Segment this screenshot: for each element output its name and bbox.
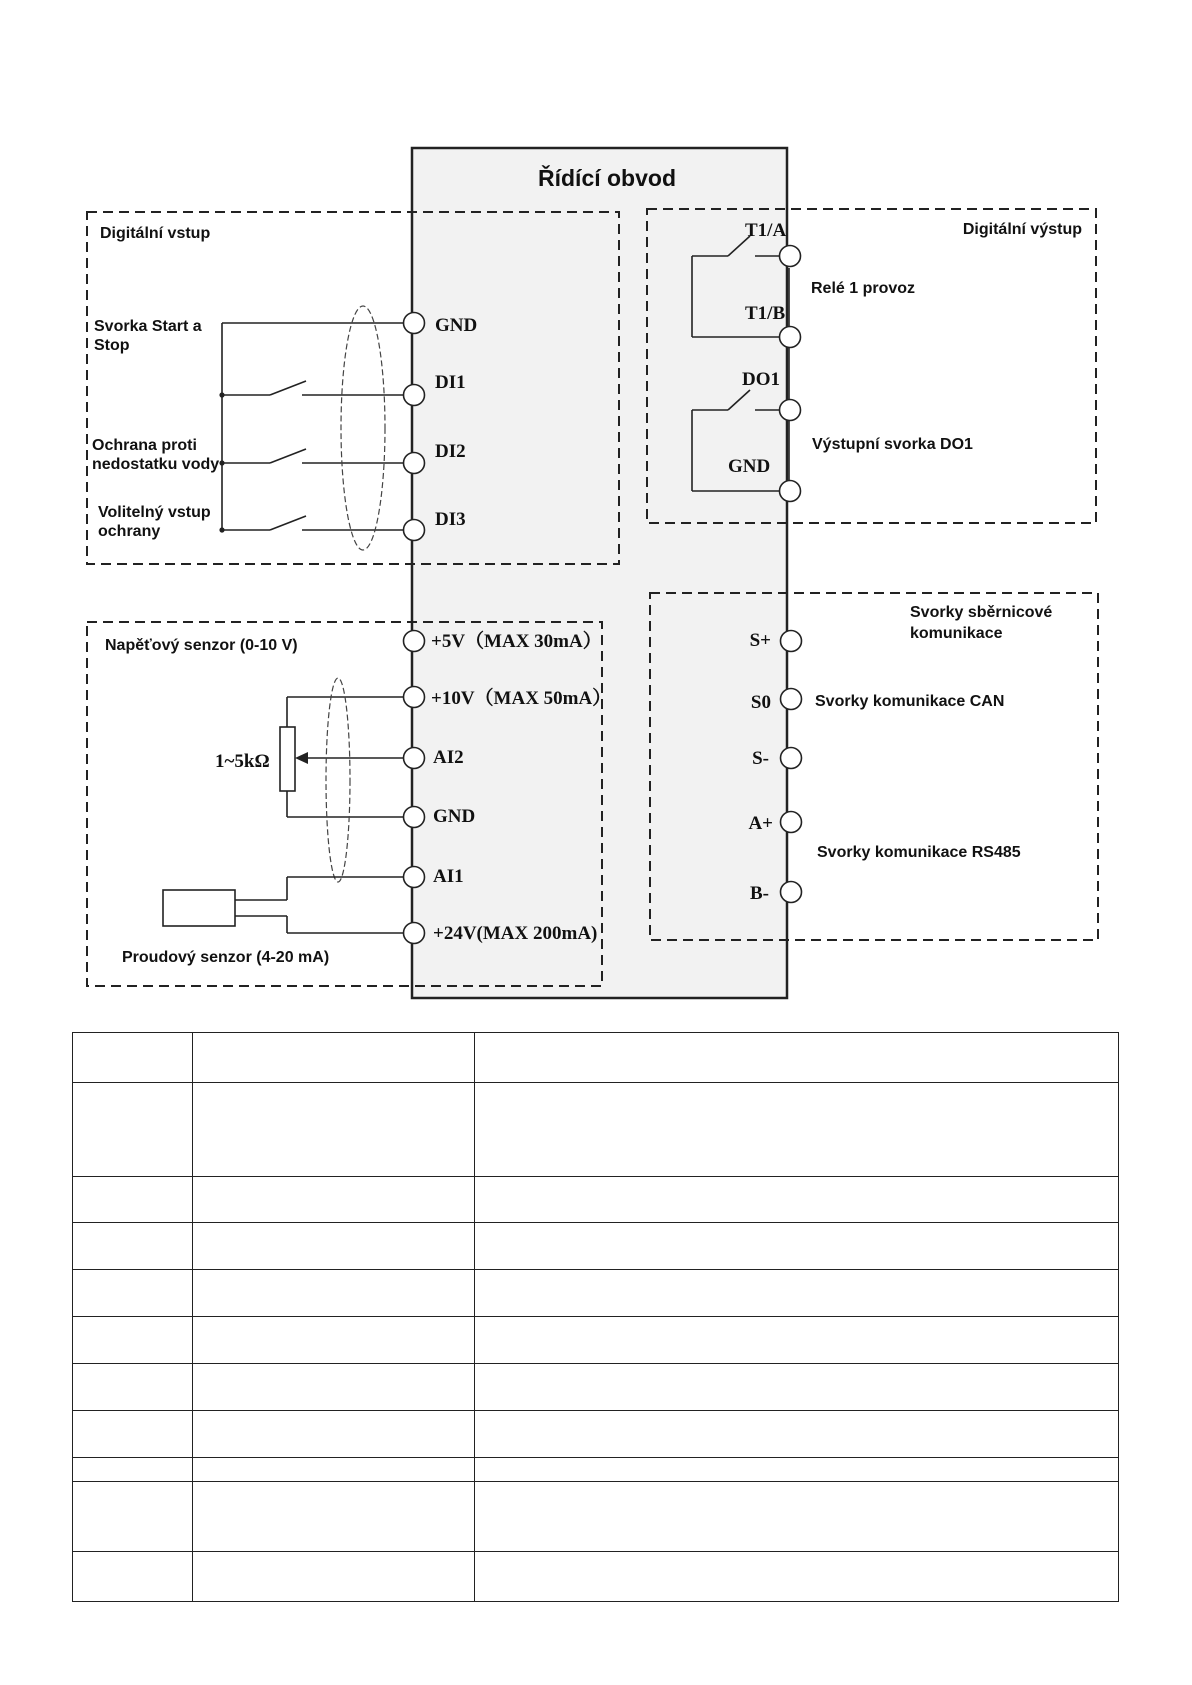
label-a-plus: A+: [748, 813, 773, 834]
terminal-s-plus: [781, 631, 802, 652]
table-row: [73, 1317, 1119, 1364]
diagram-title: Řídící obvod: [538, 165, 676, 191]
control-board: [412, 148, 787, 998]
table-row: [73, 1177, 1119, 1223]
potentiometer: [280, 727, 295, 791]
current-sensor-title: Proudový senzor (4-20 mA): [122, 949, 330, 966]
optional-protection-label-2: ochrany: [98, 523, 161, 540]
voltage-sensor-title: Napěťový senzor (0-10 V): [105, 637, 298, 654]
rs485-label: Svorky komunikace RS485: [817, 844, 1021, 861]
label-s-plus: S+: [749, 630, 771, 651]
label-do1: DO1: [742, 369, 780, 390]
optional-protection-label-1: Volitelný vstup: [98, 504, 211, 521]
table-row: [73, 1458, 1119, 1482]
table-row: [73, 1552, 1119, 1602]
label-24v: +24V(MAX 200mA): [433, 923, 598, 944]
terminal-b-minus: [781, 882, 802, 903]
label-b-minus: B-: [750, 883, 769, 904]
terminal-s0: [781, 689, 802, 710]
label-5v: +5V（MAX 30mA）: [431, 631, 602, 652]
terminal-ai2: [404, 748, 425, 769]
label-gnd-do: GND: [728, 456, 771, 477]
terminal-di2: [404, 453, 425, 474]
terminal-di1: [404, 385, 425, 406]
label-di2: DI2: [435, 441, 466, 462]
water-protection-label-1: Ochrana proti: [92, 437, 197, 454]
relay-label: Relé 1 provoz: [811, 280, 916, 297]
current-sensor: [163, 890, 235, 926]
digital-output-title: Digitální výstup: [962, 221, 1082, 238]
terminal-t1b: [780, 327, 801, 348]
bus-title-line1: Svorky sběrnicové: [910, 604, 1053, 621]
table-row: [73, 1482, 1119, 1552]
terminal-ai1: [404, 867, 425, 888]
can-label: Svorky komunikace CAN: [815, 693, 1005, 710]
digital-input-title: Digitální vstup: [100, 225, 211, 242]
terminal-do1: [780, 400, 801, 421]
resistor-label: 1~5kΩ: [215, 751, 270, 772]
terminal-24v: [404, 923, 425, 944]
table-row: [73, 1411, 1119, 1458]
start-stop-label-2: Stop: [94, 337, 130, 354]
table-row: [73, 1223, 1119, 1270]
terminal-gnd-di: [404, 313, 425, 334]
label-di1: DI1: [435, 372, 466, 393]
label-10v: +10V（MAX 50mA）: [431, 688, 612, 709]
terminal-5v: [404, 631, 425, 652]
label-gnd-di: GND: [435, 315, 478, 336]
label-ai1: AI1: [433, 866, 464, 887]
terminal-10v: [404, 687, 425, 708]
terminal-gnd-do: [780, 481, 801, 502]
label-di3: DI3: [435, 509, 466, 530]
label-gnd-analog: GND: [433, 806, 476, 827]
digital-input-shield: [341, 306, 385, 550]
table-row: [73, 1033, 1119, 1083]
start-stop-label-1: Svorka Start a: [94, 318, 202, 335]
label-t1b: T1/B: [745, 303, 786, 324]
terminal-di3: [404, 520, 425, 541]
table-row: [73, 1083, 1119, 1177]
terminal-gnd-analog: [404, 807, 425, 828]
terminal-description-table: [72, 1032, 1119, 1602]
label-ai2: AI2: [433, 747, 464, 768]
table-row: [73, 1270, 1119, 1317]
do1-output-label: Výstupní svorka DO1: [812, 436, 973, 453]
analog-shield: [326, 678, 350, 882]
label-s-minus: S-: [752, 748, 769, 769]
terminal-a-plus: [781, 812, 802, 833]
terminal-t1a: [780, 246, 801, 267]
water-protection-label-2: nedostatku vody: [92, 456, 220, 473]
label-s0: S0: [750, 692, 771, 713]
table-row: [73, 1364, 1119, 1411]
terminal-s-minus: [781, 748, 802, 769]
label-t1a: T1/A: [745, 220, 787, 241]
bus-title-line2: komunikace: [910, 625, 1003, 642]
